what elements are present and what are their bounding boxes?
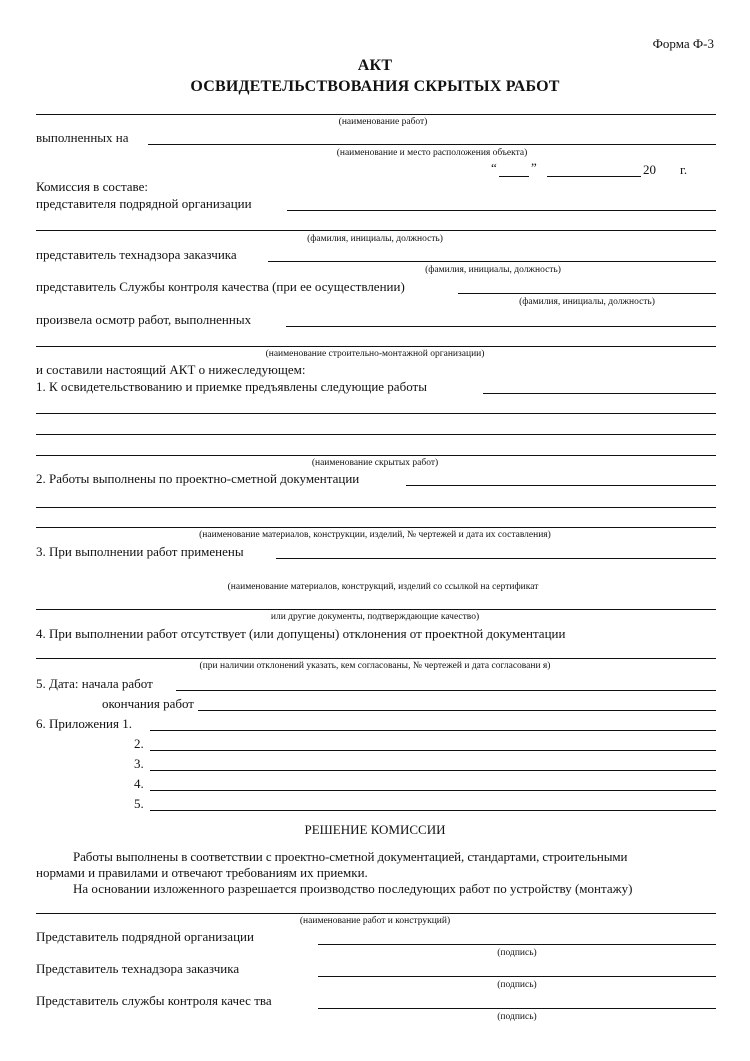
decision-para2: На основании изложенного разрешается производство последующих работ по устройству (монтажу)	[73, 881, 633, 896]
caption-deviations: (при наличии отклонений указать, кем согласованы, № чертежей и дата согласовани я)	[199, 661, 551, 671]
caption-signature-2: (подпись)	[497, 980, 537, 990]
item1-label: 1. К освидетельствованию и приемке предъявлены следующие работы	[36, 379, 427, 394]
date-quote-close: ”	[531, 160, 537, 175]
item2-label: 2. Работы выполнены по проектно-сметной документации	[36, 471, 360, 486]
signature-quality-service-label: Представитель службы контроля качес тва	[36, 993, 272, 1008]
caption-materials-cert: (наименование материалов, конструкций, изделий со ссылкой на сертификат	[227, 582, 539, 592]
date-day-line[interactable]	[499, 176, 529, 177]
caption-works-name: (наименование работ)	[338, 117, 428, 127]
item1-line[interactable]	[483, 393, 716, 394]
caption-signature-3: (подпись)	[497, 1012, 537, 1022]
item6-label: 6. Приложения 1.	[36, 716, 132, 731]
date-quote-open: “	[491, 160, 497, 175]
appendix-line-4[interactable]	[150, 790, 716, 791]
caption-fio-2: (фамилия, инициалы, должность)	[425, 265, 561, 275]
item3-line[interactable]	[276, 558, 716, 559]
start-date-line[interactable]	[176, 690, 716, 691]
contractor-rep-line[interactable]	[287, 210, 716, 211]
contractor-rep-label: представителя подрядной организации	[36, 196, 252, 211]
caption-fio-3: (фамилия, инициалы, должность)	[519, 297, 655, 307]
item1-line-3[interactable]	[36, 434, 716, 435]
object-name-line[interactable]	[148, 144, 716, 145]
date-month-line[interactable]	[547, 176, 641, 177]
appendix-number-2: 2.	[134, 736, 144, 751]
caption-org-name: (наименование строительно-монтажной организации)	[265, 349, 485, 359]
appendix-line-3[interactable]	[150, 770, 716, 771]
title-hidden-works: ОСВИДЕТЕЛЬСТВОВАНИЯ СКРЫТЫХ РАБОТ	[190, 78, 560, 95]
item4-label: 4. При выполнении работ отсутствует (или допущены) отклонения от проектной документации	[36, 626, 566, 641]
item5-end-label: окончания работ	[102, 696, 194, 711]
item3-label: 3. При выполнении работ применены	[36, 544, 244, 559]
works-constructions-line[interactable]	[36, 913, 716, 914]
caption-materials-drawings: (наименование материалов, конструкции, изделий, № чертежей и дата их составления)	[199, 530, 551, 540]
inspected-label: произвела осмотр работ, выполненных	[36, 312, 252, 327]
performed-on-label: выполненных на	[36, 130, 129, 145]
item2-line[interactable]	[406, 485, 716, 486]
item2-line-3[interactable]	[36, 527, 716, 528]
signature-tech-supervision-label: Представитель технадзора заказчика	[36, 961, 240, 976]
contractor-rep-line-2[interactable]	[36, 230, 716, 231]
decision-para1-line2: нормами и правилами и отвечают требованиям их приемки.	[36, 865, 368, 880]
compiled-label: и составили настоящий АКТ о нижеследующем:	[36, 362, 306, 377]
date-year-suffix: г.	[680, 162, 688, 177]
caption-object-name: (наименование и место расположения объекта)	[336, 148, 528, 158]
signature-contractor-label: Представитель подрядной организации	[36, 929, 254, 944]
item5-start-label: 5. Дата: начала работ	[36, 676, 153, 691]
signature-quality-service-line[interactable]	[318, 1008, 716, 1009]
item4-line[interactable]	[36, 658, 716, 659]
caption-signature-1: (подпись)	[497, 948, 537, 958]
item1-line-4[interactable]	[36, 455, 716, 456]
item1-line-2[interactable]	[36, 413, 716, 414]
caption-other-docs: или другие документы, подтверждающие качество)	[270, 612, 480, 622]
decision-para1-line1: Работы выполнены в соответствии с проектно-сметной документацией, стандартами, строительными	[73, 849, 628, 864]
quality-service-rep-label: представитель Службы контроля качества (при ее осуществлении)	[36, 279, 405, 294]
form-code: Форма Ф-3	[652, 36, 714, 51]
title-act: АКТ	[357, 57, 393, 74]
end-date-line[interactable]	[198, 710, 716, 711]
item3-line-2[interactable]	[36, 609, 716, 610]
appendix-number-4: 4.	[134, 776, 144, 791]
caption-fio-1: (фамилия, инициалы, должность)	[307, 234, 443, 244]
appendix-line-1[interactable]	[150, 730, 716, 731]
org-name-line[interactable]	[36, 346, 716, 347]
works-name-line[interactable]	[36, 114, 716, 115]
appendix-number-3: 3.	[134, 756, 144, 771]
appendix-line-2[interactable]	[150, 750, 716, 751]
tech-supervision-rep-label: представитель технадзора заказчика	[36, 247, 237, 262]
item2-line-2[interactable]	[36, 507, 716, 508]
tech-supervision-rep-line[interactable]	[268, 261, 716, 262]
signature-contractor-line[interactable]	[318, 944, 716, 945]
commission-label: Комиссия в составе:	[36, 179, 148, 194]
caption-hidden-works: (наименование скрытых работ)	[311, 458, 439, 468]
decision-heading: РЕШЕНИЕ КОМИССИИ	[304, 822, 446, 837]
quality-service-rep-line[interactable]	[458, 293, 716, 294]
signature-tech-supervision-line[interactable]	[318, 976, 716, 977]
appendix-line-5[interactable]	[150, 810, 716, 811]
appendix-number-5: 5.	[134, 796, 144, 811]
date-year-prefix: 20	[643, 162, 656, 177]
inspected-line[interactable]	[286, 326, 716, 327]
caption-works-constructions: (наименование работ и конструкций)	[299, 916, 451, 926]
